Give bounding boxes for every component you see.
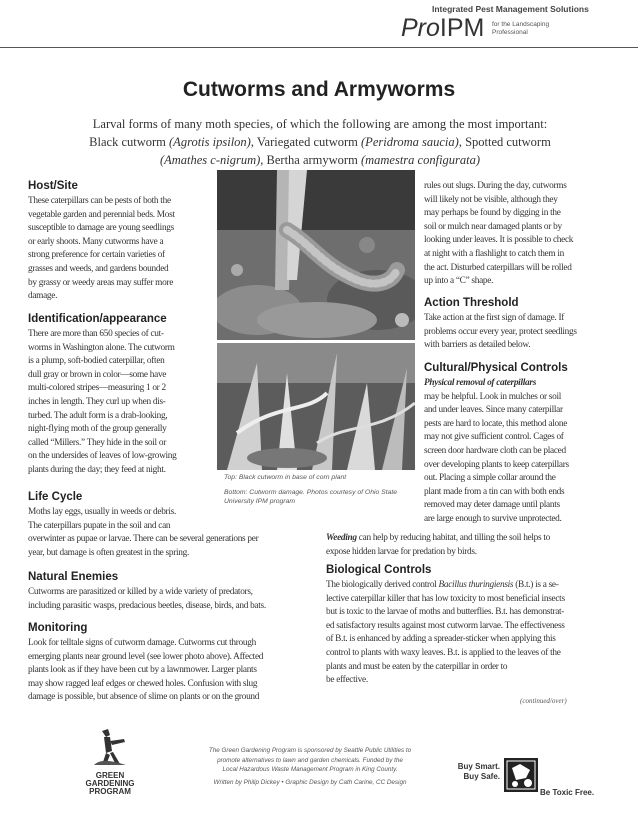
logo-ipm: IPM [439,14,485,42]
be-toxic-free: Be Toxic Free. [540,788,595,797]
biological-controls-text: The biologically derived control Bacillus thuringiensis (B.t.) is a se- lective caterpillar killer that has low toxicity to most beneficial insects but is toxic to the larvae of moths and butterflies. B.t. has demonstrat- ed satisfactory results against most cutworm larvae. The effectiveness of B.t. is enhanced by adding a spreader-sticker when applying this control to plants with waxy leaves. B.t. is applied to the leaves of the plants and must be eaten by the caterpillar in order to be effective. [326,580,565,686]
continued-over: (continued/over) [520,697,567,705]
footer-credits: Written by Philip Dickey • Graphic Design by Cath Carine, CC Design [213,779,407,786]
heading-natural-enemies: Natural Enemies [28,571,119,583]
buy-smart-safe: Buy Smart. Buy Safe. [457,762,500,781]
life-cycle-text: Moths lay eggs, usually in weeds or debris. The caterpillars pupate in the soil and can overwinter as pupae or larvae. There can be several generations per year, but damage is often greatest in the spring. [28,507,259,558]
weeding-lead: Weeding [326,533,357,543]
physical-removal-subheading: Physical removal of caterpillars [424,378,537,388]
heading-identification: Identification/appearance [28,313,167,325]
damage-photo-art [217,343,415,470]
identification-text: There are more than 650 species of cut- worms in Washington alone. The cutworm is a plump, soft-bodied caterpillar, often dull gray or brown in color—some have multi-colored stripes—measuring 1 or 2 inches in length. They curl up when dis- turbed. The adult form is a drab-looking, night-flying moth of the group generally called “Millers.” They hide in the soil or on the undersides of leaves of low-growing plants during the day; they feed at night. [28,329,177,475]
subtitle-line-1: Larval forms of many moth species, of which the following are among the most important: [92,117,548,131]
cultural-controls-text: Physical removal of caterpillars may be helpful. Look in mulches or soil and under leaves. Since many caterpillar pests are hard to locate, this method alone may not give sufficient control. Cages of screen door hardware cloth can be placed over developing plants to keep caterpillars out. Placing a simple collar around the plant made from a tin can with both ends removed may deter damage until plants are large enough to survive unprotected. [424,377,618,527]
natural-enemies-text: Cutworms are parasitized or killed by a wide variety of predators, including parasitic wasps, predacious beetles, disease, birds, and bats. [28,587,266,611]
green-gardening-logo [80,727,140,795]
heading-monitoring: Monitoring [28,622,88,634]
ggp-logo-text: GREEN GARDENING PROGRAM [85,771,135,796]
heading-host-site: Host/Site [28,180,78,192]
subtitle-line-3: (Amathes c-nigrum), Bertha armyworm (mamestra configurata) [159,153,481,167]
cutworm-photo-art [217,170,415,340]
photo-cutworm-damage [217,343,415,470]
subtitle-line-2: Black cutworm (Agrotis ipsilon), Variegated cutworm (Peridroma saucia), Spotted cutworm [89,135,551,149]
weeding-text: Weeding can help by reducing habitat, and tilling the soil helps to expose hidden larvae for predation by birds. [326,533,550,557]
gardener-icon [80,727,140,767]
caption-bottom: Bottom: Cutworm damage. Photos courtesy of Ohio State University IPM program [224,489,398,505]
logo-pro: Pro [401,14,440,42]
heading-action-threshold: Action Threshold [424,297,519,309]
caption-top: Top: Black cutworm in base of corn plant [224,474,347,481]
heading-life-cycle: Life Cycle [28,491,83,503]
action-threshold-text: Take action at the first sign of damage. If problems occur every year, protect seedlings with barriers as detailed below. [424,313,577,351]
monitoring-continued-text: rules out slugs. During the day, cutworms will likely not be visible, although they may perhaps be found by digging in the soil or mulch near damaged plants or by looking under leaves. It is possible to check at night with a flashlight to catch them in the act. Disturbed caterpillars will be rolled up into a “C” shape. [424,181,574,287]
brand-top-line: Integrated Pest Management Solutions [432,4,589,14]
proipm-logo [401,14,484,43]
photo-black-cutworm [217,170,415,340]
toxic-free-badge-icon [504,758,538,792]
page-title: Cutworms and Armyworms [182,78,456,101]
header-rule [0,47,638,48]
heading-biological-controls: Biological Controls [326,564,432,576]
heading-cultural-controls: Cultural/Physical Controls [424,362,568,374]
monitoring-text: Look for telltale signs of cutworm damage. Cutworms cut through emerging plants near ground level (see lower photo above). Affected plants look as if they have been cut by a lawnmower. Larger plants may show ragged leaf edges or chewed holes. Confusion with slug damage is possible, but absence of slime on plants or on the ground [28,638,264,703]
brand-tagline: for the Landscaping Professional [492,21,550,36]
badge-art [504,758,538,792]
subtitle [60,115,580,169]
host-site-text: These caterpillars can be pests of both the vegetable garden and perennial beds. Most susceptible to damage are young seedlings or early shoots. Many cutworms have a strong preference for certain varieties of grasses and weeds, and gardens bounded by grassy or weedy areas may suffer more damage. [28,196,175,302]
footer-sponsor-text: The Green Gardening Program is sponsored by Seattle Public Utilities to promote alternatives to lawn and garden chemicals. Funded by the Local Hazardous Waste Management Program in King County. [208,747,412,773]
